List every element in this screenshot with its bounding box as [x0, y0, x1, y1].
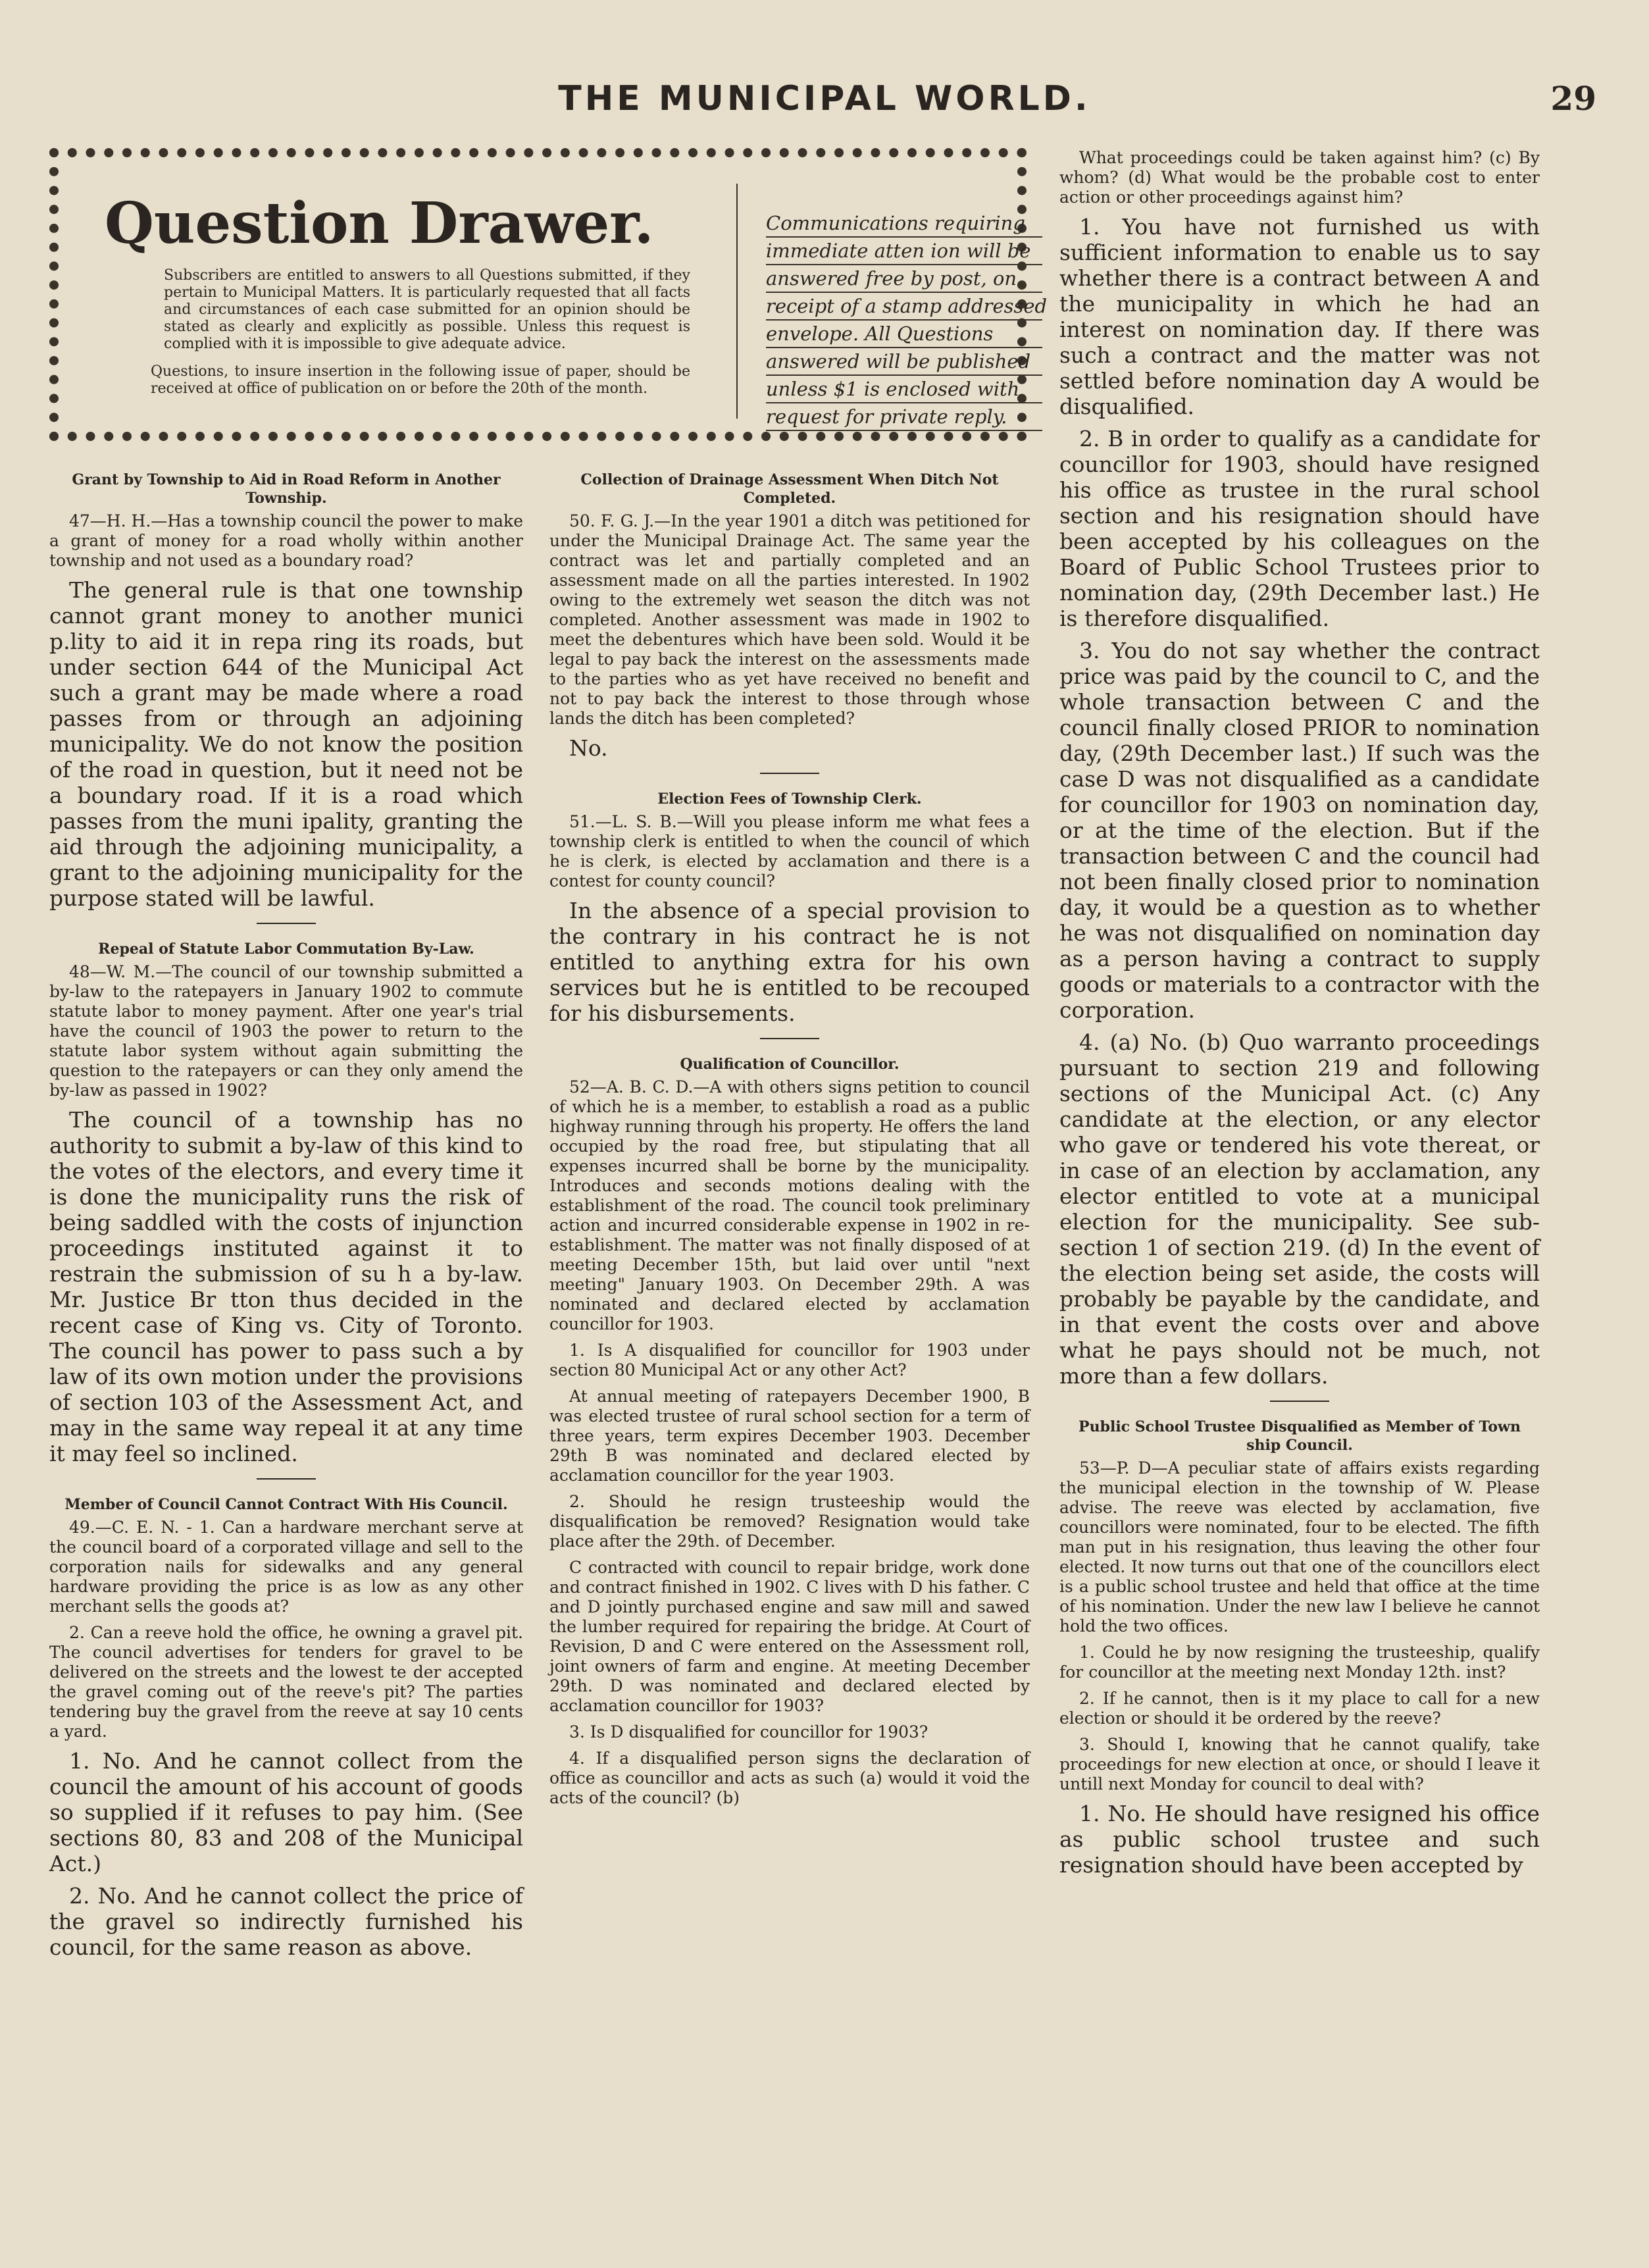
heading-q49: Member of Council Cannot Contract With His Council. [64, 1496, 508, 1513]
answer-49-part-2: 2. No. And he cannot collect the price of the gravel so indirectly furnished his council, for the same reason as above. [49, 1883, 523, 1960]
question-51: 51.—L. S. B.—Will you please inform me what fees a township clerk is entitled to when the council of which he is clerk, is elected by acclamation and there is a contest for county council? [549, 812, 1030, 890]
drawer-intro [91, 190, 710, 398]
question-52-part-h: What proceedings could be taken against him? (c) By whom? (d) What would be the probable cost to enter action or other proceedings against him? [1059, 148, 1540, 207]
answer-52-part-1: 1. You have not furnished us with sufficient information to enable us to say whether there is a contract between A and the municipality in which he had an interest on nomination day. If there was such a contract and the matter was not settled before nomination day A would be disqualified. [1059, 214, 1540, 419]
drawer-note-line: receipt of a stamp addressed [766, 293, 1042, 321]
heading-q53: Public School Trustee Disqualified as Member of Town ship Council. [1078, 1418, 1521, 1454]
drawer-divider [736, 184, 738, 419]
answer-52-part-4: 4. (a) No. (b) Quo warranto proceedings pursuant to section 219 and following sections of the Municipal Act. (c) Any candidate at the election, or any elector who gave or tendered his vote thereat, or in case of an election by acclamation, any elector entitled to vote at a municipal election for the municipality. See sub-section 1 of section 219. (d) In the event of the election being set aside, the costs will probably be payable by the candidate, and in that event the costs over and above what he pays should not be much, not more than a few dollars. [1059, 1029, 1540, 1389]
section-rule [760, 773, 819, 774]
question-48: 48—W. M.—The council of our township submitted a by-law to the ratepayers in January 1902 to commute statute labor to money payment. After one year's trial have the council of 1903 the power to return to the statute labor system without again submitting the question to the ratepayers or can they only amend the by-law as passed in 1902? [49, 962, 523, 1100]
answer-51: In the absence of a special provision to the contrary in his contract he is not entitled to anything extra for his own services but he is entitled to be recouped for his disbursements. [549, 898, 1030, 1026]
section-rule [760, 1038, 819, 1039]
question-49-part-1: 49.—C. E. N. - 1. Can a hardware merchant serve at the council board of a corporated village and sell to the corporation nails for sidewalks and any general hardware providing the price is as low as any other merchant sells the goods at? [49, 1518, 523, 1616]
page-header [46, 79, 1603, 132]
question-53-part-d: 3. Should I, knowing that he cannot qualify, take proceedings for new election at once, or should I leave it untill next Monday for council to deal with? [1059, 1735, 1540, 1793]
question-52-part-f: 3. Is D disqualified for councillor for 1903? [569, 1722, 928, 1741]
question-52-part-a: 52—A. B. C. D.—A with others signs petition to council of which he is a member, to establish a road as a public highway running through his property. He offers the land occupied by the road free, but stipulating that all expenses incurred shall be borne by the municipality. Introduces and seconds motions dealing with the establishment of the road. The council took preliminary action and incurred considerable expense in 1902 in re-establishment. The matter was not finally disposed of at meeting December 15th, but laid over until "next meeting" January 1903. On December 29th. A was nominated and declared elected by acclamation councillor for 1903. [549, 1077, 1030, 1333]
question-53-part-c: 2. If he cannot, then is it my place to call for a new election or should it be ordered by the reeve? [1059, 1689, 1540, 1728]
answer-53-part-1: 1. No. He should have resigned his office as public school trustee and such resignation should have been accepted by [1059, 1801, 1540, 1878]
column-1 [49, 471, 523, 1967]
heading-q52: Qualification of Councillor. [680, 1056, 900, 1073]
section-rule [257, 1478, 316, 1480]
question-47: 47—H. H.—Has a township council the power to make a grant of money for a road wholly within another township and not used as a boundary road? [49, 511, 523, 570]
drawer-note-line: unless $1 is enclosed with [766, 376, 1042, 403]
answer-47: The general rule is that one township cannot grant money to another munici p.lity to aid it in repa ring its roads, but under section 644 of the Municipal Act such a grant may be made where a road passes from or through an adjoining municipality. We do not know the position of the road in question, but it need not be a boundary road. If it is a road which passes from the muni ipality, granting the aid through the adjoining municipality, a grant to the adjoining municipality for the purpose stated will be lawful. [49, 577, 523, 911]
question-drawer-box [49, 148, 1048, 441]
column-2 [549, 471, 1030, 1815]
heading-q50: Collection of Drainage Assessment When Ditch Not Completed. [580, 471, 999, 507]
question-49-part-2: 2. Can a reeve hold the office, he owning a gravel pit. The council advertises for tenders for gravel to be delivered on the streets and the lowest te der accepted the gravel coming out of the reeve's pit? The parties tendering buy the gravel from the reeve at say 10 cents a yard. [49, 1623, 523, 1741]
column-3 [1059, 148, 1540, 1884]
heading-q51: Election Fees of Township Clerk. [657, 790, 922, 808]
drawer-note-line: answered free by post, on [766, 265, 1042, 293]
answer-48: The council of a township has no authority to submit a by-law of this kind to the votes of the electors, and every time it is done the municipality runs the risk of being saddled with the costs of injunction proceedings instituted against it to restrain the submission of su h a by-law. Mr. Justice Br tton thus decided in the recent case of King vs. City of Toronto. The council has power to pass such a by law of its own motion under the provisions of section 103 of the Assessment Act, and may in the same way repeal it at any time it may feel so inclined. [49, 1107, 523, 1466]
answer-50: No. [569, 735, 608, 761]
question-52-part-g: 4. If a disqualified person signs the declaration of office as councillor and acts as such (a) would it void the acts of the council? (b) [549, 1749, 1030, 1807]
answer-49-part-1: 1. No. And he cannot collect from the council the amount of his account of goods so supplied if it refuses to pay him. (See sections 80, 83 and 208 of the Municipal Act.) [49, 1748, 523, 1876]
answer-52-part-3: 3. You do not say whether the contract price was paid by the council to C, and the whole transaction between C and the council finally closed PRIOR to nomination day, (29th December last.) If such was the case D was not disqualified as a candidate for councillor for 1903 on nomination day, or at the time of the election. But if the transaction between C and the council had not been finally closed prior to nomination day, it would be a question as to whether he was not disqualified on nomination day as a person having a contract to supply goods or materials to a contractor with the corporation. [1059, 638, 1540, 1023]
heading-q47: Grant by Township to Aid in Road Reform in Another Township. [72, 471, 501, 507]
section-rule [1270, 1401, 1329, 1402]
drawer-note-line: envelope. All Questions [766, 321, 1042, 348]
question-52-part-e: C contracted with council to repair bridge, work done and contract finished in 1902. C lives with D his father. C and D jointly purchased engine and saw mill and sawed the lumber required for repairing the bridge. At Court of Revision, D and C were entered on the Assessment roll, joint owners of farm and engine. At meeting December 29th. D was nominated and declared elected by acclamation councillor for 1903? [549, 1558, 1030, 1715]
answer-52-part-2: 2. B in order to qualify as a candidate for councillor for 1903, should have resigned his office as trustee in the rural school section and his resignation should have been accepted by his colleagues on the Board of Public School Trustees prior to nomination day, (29th December last.) He is therefore disqualified. [1059, 426, 1540, 631]
drawer-note-line: Communications requiring [766, 210, 1042, 238]
question-53-part-a: 53—P. D—A peculiar state of affairs exists regarding the municipal election in the township of W. Please advise. The reeve was elected by acclamation, five councillors were nominated, four to be elected. The fifth man put in his resignation, thus leaving the other four elected. It now turns out that one of the councillors elect is a public school trustee and held that office at the time of his nomination. Under the new law I believe he cannot hold the two offices. [1059, 1458, 1540, 1636]
section-rule [257, 923, 316, 924]
drawer-communications-note [766, 210, 1048, 431]
drawer-title: Question Drawer. [105, 190, 654, 257]
question-52-part-d: 2. Should he resign trusteeship would the disqualification be removed? Resignation would take place after the 29th. of December. [549, 1492, 1030, 1551]
drawer-note-line: answered will be published [766, 348, 1042, 376]
question-53-part-b: 1. Could he by now resigning the trusteeship, qualify for councillor at the meeting next Monday 12th. inst? [1059, 1643, 1540, 1682]
drawer-deadline-note: Questions, to insure insertion in the following issue of paper, should be received at office of publication on or before the 20th of the month. [151, 363, 690, 397]
question-52-part-c: At annual meeting of ratepayers December 1900, B was elected trustee of rural school section for a term of three years, term expires December 1903. December 29th B was nominated and declared elected by acclamation councillor for the year 1903. [549, 1387, 1030, 1485]
drawer-note-line: request for private reply. [766, 403, 1042, 431]
question-50: 50. F. G. J.—In the year 1901 a ditch was petitioned for under the Municipal Drainage Act. The same year the contract was let and partially completed and an assessment made on all the parties interested. In 1902 owing to the extremely wet season the ditch was not completed. Another assessment was made in 1902 to meet the debentures which have been sold. Would it be legal to pay back the interest on the assessments made to the parties who as yet have received no benefit and not to pay back the interest to those through whose lands the ditch has been completed? [549, 511, 1030, 728]
heading-q48: Repeal of Statute Labor Commutation By-Law. [98, 941, 474, 958]
page-number: 29 [1550, 79, 1596, 118]
drawer-subscribers-note: Subscribers are entitled to answers to all Questions submitted, if they pertain to Municipal Matters. It is particularly requested that all facts and circumstances of each case submitted for an opinion should be stated as clearly and explicitly as possible. Unless this request is complied with it is impossible to give adequate advice. [164, 267, 690, 352]
publication-title: THE MUNICIPAL WORLD. [558, 79, 1091, 118]
drawer-note-line: immediate atten ion will be [766, 238, 1042, 265]
question-52-part-b: 1. Is A disqualified for councillor for 1903 under section 80 Municipal Act or any other Act? [549, 1341, 1030, 1379]
